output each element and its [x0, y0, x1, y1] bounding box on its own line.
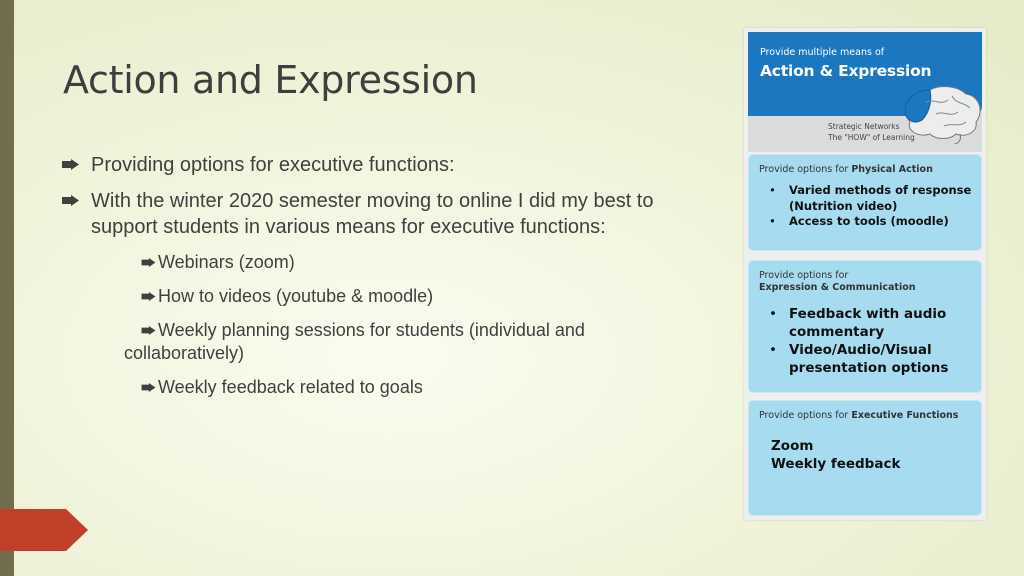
sub-bullet-item: [62, 251, 682, 274]
arrow-bullet-icon: [62, 159, 79, 170]
bullet-dot-icon: •: [769, 214, 776, 228]
arrow-bullet-icon: [141, 326, 156, 335]
sub-bullet-item: [62, 319, 682, 365]
bullet-text: Providing options for executive functions:: [91, 154, 455, 176]
sub-bullet-text: Webinars (zoom): [158, 252, 295, 272]
expression-heading-line2: Expression & Communication: [759, 282, 916, 293]
executive-functions-box: [748, 400, 982, 516]
arrow-bullet-icon: [141, 383, 156, 392]
bullet-text: With the winter 2020 semester moving to online I did my best to support students in various means for executive functions:: [91, 190, 654, 238]
udl-header-small: Provide multiple means of: [760, 47, 885, 58]
network-label: Strategic Networks: [828, 122, 900, 131]
bullet-list: [62, 152, 682, 399]
expression-communication-box: [748, 260, 982, 393]
sub-bullet-text: Weekly feedback related to goals: [158, 377, 423, 397]
sub-bullet-item: [62, 285, 682, 308]
slide-arrow-tab: [0, 509, 88, 551]
physical-action-heading: Provide options for Physical Action: [759, 164, 933, 175]
executive-line-feedback: Weekly feedback: [771, 456, 901, 472]
sub-bullet-item: [62, 376, 682, 399]
arrow-bullet-icon: [62, 195, 79, 206]
bullet-item: [62, 152, 682, 178]
executive-content: [771, 437, 900, 473]
udl-header: [748, 32, 982, 152]
expression-heading-line1: Provide options for: [759, 270, 849, 281]
network-sublabel: The "HOW" of Learning: [828, 133, 915, 142]
list-item: • Feedback with audio commentary: [769, 306, 947, 340]
executive-line-zoom: Zoom: [771, 438, 814, 454]
physical-action-list: [767, 183, 981, 230]
list-item: • Access to tools (moodle): [769, 214, 949, 228]
executive-heading: Provide options for Executive Functions: [759, 410, 959, 421]
arrow-bullet-icon: [141, 292, 156, 301]
slide-title: Action and Expression: [63, 58, 478, 102]
udl-header-title: Action & Expression: [760, 62, 932, 80]
bullet-dot-icon: •: [769, 183, 776, 197]
udl-graphic: [744, 28, 986, 520]
sub-bullet-text: How to videos (youtube & moodle): [158, 286, 434, 306]
bullet-dot-icon: •: [769, 306, 777, 322]
bullet-dot-icon: •: [769, 342, 777, 358]
list-item: • Video/Audio/Visual presentation options: [769, 342, 949, 376]
arrow-bullet-icon: [141, 258, 156, 267]
sub-bullet-text: Weekly planning sessions for students (individual and: [158, 320, 585, 340]
sub-bullet-text-continued: collaboratively): [124, 343, 245, 363]
left-accent-bar: [0, 0, 14, 576]
expression-list: [767, 305, 981, 377]
list-item: • Varied methods of response (Nutrition video): [769, 183, 972, 213]
bullet-item: [62, 188, 682, 240]
physical-action-box: [748, 154, 982, 251]
